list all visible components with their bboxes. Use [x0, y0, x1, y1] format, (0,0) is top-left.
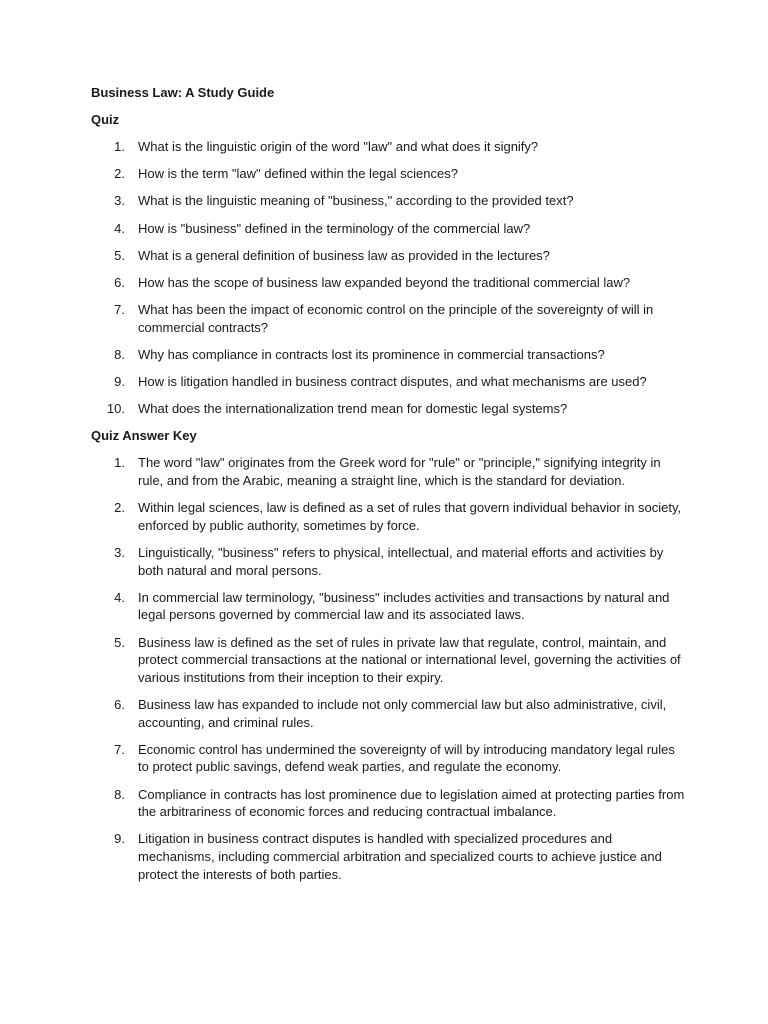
answer-text: Linguistically, "business" refers to physical, intellectual, and material efforts and activities by both natural and moral persons.	[138, 545, 664, 578]
answer-text: Business law is defined as the set of rules in private law that regulate, control, maintain, and protect commercial transactions at the national or international level, governing the activities of various institutions from their inception to their expiry.	[138, 634, 681, 685]
question-number: 6.	[114, 274, 125, 290]
question-text: How is litigation handled in business contract disputes, and what mechanisms are used?	[138, 374, 647, 390]
quiz-question	[91, 373, 686, 391]
question-number: 1.	[114, 139, 125, 154]
answer-item	[91, 454, 686, 489]
answer-number: 9.	[114, 831, 125, 847]
answer-text: Business law has expanded to include not only commercial law but also administrative, civil, accounting, and criminal rules.	[138, 696, 667, 730]
quiz-question	[91, 301, 686, 336]
question-number: 10.	[106, 401, 125, 417]
quiz-question	[91, 247, 686, 265]
answer-text: Economic control has undermined the sovereignty of will by introducing mandatory legal rules to protect public savings, defend weak parties, and regulate the economy.	[138, 741, 675, 775]
answer-number: 5.	[114, 634, 125, 650]
question-text: What does the internationalization trend mean for domestic legal systems?	[138, 401, 568, 417]
question-text: What is the linguistic meaning of "business," according to the provided text?	[138, 193, 574, 209]
question-number: 3.	[114, 193, 125, 209]
quiz-question	[91, 274, 686, 292]
answer-item	[91, 544, 686, 579]
question-number: 8.	[114, 346, 125, 362]
answer-text: The word "law" originates from the Greek word for "rule" or "principle," signifying integrity in rule, and from the Arabic, meaning a straight line, which is the standard for deviation.	[138, 455, 661, 489]
question-number: 7.	[114, 302, 125, 318]
question-text: What is the linguistic origin of the word "law" and what does it signify?	[138, 139, 539, 154]
question-text: How is the term "law" defined within the legal sciences?	[138, 166, 458, 182]
question-number: 9.	[114, 374, 125, 390]
answer-number: 1.	[114, 455, 125, 471]
quiz-question	[91, 220, 686, 238]
quiz-question	[91, 346, 686, 364]
answer-key-heading: Quiz Answer Key	[91, 428, 197, 444]
answer-number: 8.	[114, 786, 125, 802]
answer-key-list	[91, 454, 686, 883]
quiz-question-list	[91, 138, 686, 418]
answer-text: In commercial law terminology, "business" includes activities and transactions by natural and legal persons governed by commercial law and its associated laws.	[138, 589, 670, 623]
question-text: How is "business" defined in the terminology of the commercial law?	[138, 220, 531, 236]
answer-text: Litigation in business contract disputes is handled with specialized procedures and mechanisms, including commercial arbitration and specialized courts to achieve justice and protect the interests of both parties.	[138, 831, 662, 882]
question-text: What has been the impact of economic control on the principle of the sovereignty of will in commercial contracts?	[138, 302, 654, 335]
answer-number: 7.	[114, 741, 125, 757]
quiz-question	[91, 192, 686, 210]
answer-item	[91, 696, 686, 731]
question-text: How has the scope of business law expanded beyond the traditional commercial law?	[138, 274, 631, 290]
question-text: What is a general definition of business law as provided in the lectures?	[138, 247, 550, 263]
answer-number: 2.	[114, 500, 125, 516]
quiz-question	[91, 400, 686, 418]
answer-item	[91, 786, 686, 821]
quiz-question	[91, 165, 686, 183]
answer-item	[91, 830, 686, 883]
question-number: 5.	[114, 247, 125, 263]
answer-item	[91, 634, 686, 687]
quiz-heading: Quiz	[91, 112, 120, 127]
answer-number: 3.	[114, 545, 125, 561]
question-number: 4.	[114, 220, 125, 236]
answer-number: 4.	[114, 589, 125, 605]
answer-text: Compliance in contracts has lost prominence due to legislation aimed at protecting parties from the arbitrariness of economic forces and reducing contractual imbalance.	[138, 786, 685, 820]
answer-number: 6.	[114, 696, 125, 712]
quiz-question	[91, 138, 686, 156]
document-content	[91, 84, 686, 893]
question-text: Why has compliance in contracts lost its prominence in commercial transactions?	[138, 346, 605, 362]
question-number: 2.	[114, 166, 125, 182]
answer-item	[91, 741, 686, 776]
answer-item	[91, 589, 686, 624]
answer-text: Within legal sciences, law is defined as a set of rules that govern individual behavior in society, enforced by public authority, sometimes by force.	[138, 500, 682, 533]
document-title: Business Law: A Study Guide	[91, 85, 275, 100]
answer-item	[91, 499, 686, 534]
